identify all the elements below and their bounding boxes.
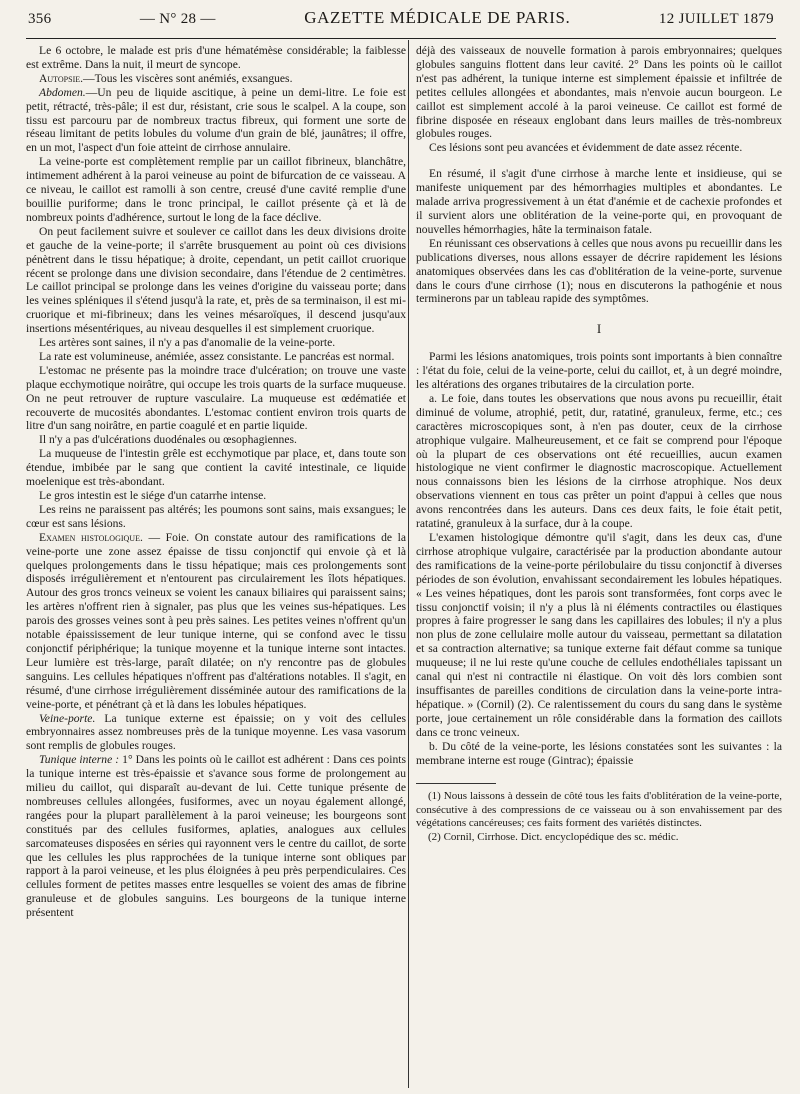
page-header xyxy=(28,8,774,34)
footnote-rule xyxy=(416,783,496,784)
footnotes xyxy=(416,790,782,844)
paragraph-text: On peut facilement suivre et soulever ce caillot dans les deux divisions droite et gauche de la veine-porte; il s'arrête brusquement au point où ces divisions pénètrent dans le tissu hépatique; à droite, cependant, un petit caillot cruorique récent se prolonge dans une division secondaire, dans l'étendue de 2 centimètres. Le caillot principal se prolonge dans les veines d'origine du vaisseau porte; dans les veines spléniques il s'étend jusqu'à la rate, et, près de sa terminaison, il est mi-cruorique et mi-fibrineux; dans les veines mésaroïques, il descend jusqu'aux insertions mésentériques, au niveau desquelles il est simplement cruorique. xyxy=(26,224,406,336)
paragraph-text: Le 6 octobre, le malade est pris d'une hématémèse considérable; la faiblesse est extrême. Dans la nuit, il meurt de syncope. xyxy=(26,44,406,71)
paragraph-text: L'examen histologique démontre qu'il s'agit, dans les deux cas, d'une cirrhose atrophique vulgaire, caractérisée par la production abondante autour des ramifications de la veine-porte périlobulaire du tissu conjonctif à diverses périodes de son évolution, envahissant secondairement les lobules hépatiques. « Les veines hépatiques, dont les parois sont transformées, font corps avec le tissu conjonctif voisin; il n'y a plus là ni éléments contractiles ou élastiques propres à faire progresser le sang dans les capillaires des lobules; il n'y a plus non plus de zone cellulaire molle autour du vaisseau, permettant sa dilatation et sa contraction alternative; sa tunique externe fait défaut comme sa tunique muqueuse; il ne lui reste qu'une couche de cellules endothéliales tapissant un canal qui n'est ni contractile ni élastique. On voit dès lors combien sont insuffisantes de pareilles conditions de circulation dans la veine-porte intra-hépatique. » (Cornil) (2). Ce ralentissement du cours du sang dans le système porte, joue certainement un rôle considérable dans la formation des caillots dans ce tronc veineux. xyxy=(416,531,782,739)
paragraph xyxy=(416,350,782,392)
paragraph-text: —Tous les viscères sont anémiés, exsangues. xyxy=(83,71,293,85)
paragraph-text: La muqueuse de l'intestin grêle est ecchymotique par place, et, dans toute son étendue, imbibée par le sang que contient la cavité intestinale, ce liquide moelenique est très-abondant. xyxy=(26,447,406,489)
paragraph-text: Il n'y a pas d'ulcérations duodénales ou œsophagiennes. xyxy=(39,433,297,447)
paragraph-text: déjà des vaisseaux de nouvelle formation à parois embryonnaires; quelques globules sanguins flottent dans leur cavité. 2° Dans les points où le caillot n'est pas adhérent, la tunique interne est simplement épaissie et infiltrée de petites cellules allongées et abondantes, mais n'envoie aucun bourgeon. Le caillot est simplement accolé à la paroi veineuse. Ce caillot est formé de fibrine disposée en réseaux englobant dans leurs mailles de très-nombreux globules rouges. xyxy=(416,44,782,141)
paragraph xyxy=(26,364,406,434)
paragraph xyxy=(26,155,406,225)
paragraph xyxy=(26,44,406,72)
paragraph-lead: Abdomen. xyxy=(39,85,86,99)
left-column xyxy=(26,44,406,1088)
paragraph-text: 1° Dans les points où le caillot est adhérent : Dans ces points la tunique interne est très-épaissie et s'avance sous forme de prolongement au milieu du caillot, qui disparaît au-devant de lui. Cette tunique présente de nombreuses cellules allongées, fusiformes, avec un noyau également allongé, rangées pour la plupart parallèlement à la paroi veineuse; les bourgeons sont constitués par des cellules fusiformes, aplaties, analogues aux cellules sarcomateuses disposées en séries qui rayonnent vers le centre du caillot, de sorte que les cellules les plus rapprochées de la tunique interne sont obliques par rapport à la paroi veineuse, et les plus éloignées à peu près perpendiculaires. Ces cellules forment de petites masses entre lesquelles se voient des amas de fibrine granuleuse et de globules sanguins. Les bourgeons de la tunique interne présentent xyxy=(26,753,406,920)
paragraph-text: L'estomac ne présente pas la moindre trace d'ulcération; on trouve une vaste plaque ecchymotique noirâtre, qui occupe les trois quarts de la surface muqueuse. On ne peut retrouver de rupture vasculaire. La muqueuse est œdématiée et recouverte de mucosités abondantes. L'estomac contient environ trois quarts de litre d'un sang noirâtre, en partie coagulé et en partie liquide. xyxy=(26,363,406,433)
paragraph xyxy=(26,489,406,503)
column-divider xyxy=(408,40,409,1088)
paragraph xyxy=(26,72,406,86)
issue-number: — N° 28 — xyxy=(139,11,216,27)
paragraph-text: En réunissant ces observations à celles que nous avons pu recueillir dans les publications diverses, nous allons essayer de décrire rapidement les lésions anatomiques observées dans les cas d'oblitération de la veine-porte, survenue dans le cours d'une cirrhose (1); nous en discuterons la pathogénie et nous terminerons par un tableau rapide des symptômes. xyxy=(416,236,782,306)
paragraph-text: Les reins ne paraissent pas altérés; les poumons sont sains, mais exsangues; le cœur est sans lésions. xyxy=(26,502,406,530)
paragraph-text: Les artères sont saines, il n'y a pas d'anomalie de la veine-porte. xyxy=(39,336,336,350)
paragraph xyxy=(26,225,406,336)
paragraph xyxy=(26,753,406,920)
paragraph-text: Le gros intestin est le siége d'un catarrhe intense. xyxy=(39,489,267,502)
paragraph-lead: Veine-porte. xyxy=(39,711,96,725)
paragraph xyxy=(26,86,406,156)
paragraph-text: a. Le foie, dans toutes les observations que nous avons pu recueillir, était diminué de volume, atrophié, petit, dur, ratatiné, granuleux, ferme, etc.; ces caractères microscopiques sont, à n'en pas douter, ceux de la cirrhose atrophique vulgaire. Malheureusement, et ce fait se comprend pour l'époque où la plupart de ces observations ont été recueillies, aucun examen histologique ne vient confirmer le diagnostic macroscopique. Actuellement nous connaissons bien les lésions de la cirrhose atrophique. Nos deux observations viennent en tous cas prêter un point d'appui à celles que nous avons rencontrées dans les auteurs. Dans ces deux faits, le foie était petit, ratatiné, granuleux à la surface, dur à la coupe. xyxy=(416,391,782,531)
paragraph-lead: Autopsie. xyxy=(39,71,84,85)
paragraph xyxy=(416,237,782,307)
right-column-upper xyxy=(416,44,782,306)
header-rule xyxy=(26,38,776,39)
paragraph-text: En résumé, il s'agit d'une cirrhose à marche lente et insidieuse, qui se manifeste uniquement par des hémorrhagies multiples et abondantes. Le malade arriva progressivement à un état d'anémie et de cachexie profondes et il survient alors une oblitération de la veine-porte qui, en provoquant de nouvelles hémorrhagies, hâte la terminaison fatale. xyxy=(416,167,782,236)
paragraph-text: La rate est volumineuse, anémiée, assez consistante. Le pancréas est normal. xyxy=(39,349,395,363)
section-number: I xyxy=(596,321,602,337)
paragraph-text: Parmi les lésions anatomiques, trois points sont importants à bien connaître : l'état du foie, celui de la veine-porte, celui du caillot, et, à un degré moindre, les altérations des organes tributaires de la circulation porte. xyxy=(416,350,782,392)
paragraph-text: —Un peu de liquide ascitique, à peine un demi-litre. Le foie est petit, rétracté, très-pâle; il est dur, résistant, crie sous le scalpel. A la coupe, son tissu est parcouru par de nombreux tractus fibreux, qui forment une sorte de réseau limitant de petits lobules du volume d'un grain de blé, jaunâtres; il offre, en un mot, l'aspect d'un foie atteint de cirrhose annulaire. xyxy=(26,85,406,155)
page-number: 356 xyxy=(28,11,52,27)
right-column-lower xyxy=(416,350,782,767)
paragraph-text: La veine-porte est complètement remplie par un caillot fibrineux, blanchâtre, intimement adhérent à la paroi veineuse au point de bifurcation de ce vaisseau. A ce niveau, le caillot est ramolli à son centre, creusé d'une cavité remplie d'une bouillie puriforme; dans le tronc principal, le caillot présente çà et là de nombreux points d'adhérence, surtout le long de la face déclive. xyxy=(26,155,406,224)
paragraph xyxy=(416,392,782,531)
paragraph-text: Ces lésions sont peu avancées et évidemment de date assez récente. xyxy=(429,141,743,155)
paragraph-text: La tunique externe est épaissie; on y voit des cellules embryonnaires assez nombreuses près de la tunique moyenne. Les vasa vasorum sont remplis de globules rouges. xyxy=(26,711,406,753)
paragraph xyxy=(26,503,406,531)
paragraph xyxy=(416,740,782,768)
footnote: (1) Nous laissons à dessein de côté tous les faits d'oblitération de la veine-porte, consécutive à des compressions de ce vaisseau ou à son envahissement par des végétations cancéreuses; ces faits forment des variétés distinctes. xyxy=(416,790,782,830)
paragraph-lead: Examen histologique. xyxy=(39,530,143,544)
right-column xyxy=(416,44,782,1088)
paragraph xyxy=(416,141,782,155)
paragraph xyxy=(416,531,782,740)
paragraph-lead: Tunique interne : xyxy=(39,753,120,767)
issue-date: 12 JUILLET 1879 xyxy=(658,11,774,27)
paragraph xyxy=(26,350,406,364)
paragraph xyxy=(26,531,406,712)
paragraph xyxy=(416,44,782,141)
paragraph xyxy=(26,712,406,754)
paragraph xyxy=(26,336,406,350)
footnote: (2) Cornil, Cirrhose. Dict. encyclopédique des sc. médic. xyxy=(428,830,679,843)
paragraph xyxy=(26,433,406,447)
paragraph-text: b. Du côté de la veine-porte, les lésions constatées sont les suivantes : la membrane interne est rouge (Gintrac); épaissie xyxy=(416,739,782,767)
paragraph-text: — Foie. On constate autour des ramifications de la veine-porte une zone assez épaisse de tissu conjonctif qui envoie çà et là quelques prolongements dans le tissu hépatique; mais ces prolongements sont disposés irrégulièrement et n'entourent pas circulairement les îlots hépatiques. Autour des gros troncs veineux se voient les canaux biliaires qui paraissent sains; les artères n'offrent rien à signaler, pas plus que les veines sus-hépatiques. Les parois des grosses veines sont à peu près saines. Les petites veines n'offrent qu'un notable épaississement de leur tunique interne, qui se confond avec le tissu conjonctif périphérique; la tunique moyenne et la tunique interne sont intactes. Leur lumière est très-large, paraît dilatée; on n'y rencontre pas de globules sanguins. Les cellules hépatiques n'offrent pas d'altérations notables. Il s'agit, en résumé, d'une cirrhose irrégulièrement disséminée autour des ramifications de la veine-porte, et pénétrant çà et là dans les lobules hépatiques. xyxy=(26,530,406,711)
paragraph xyxy=(26,447,406,489)
paragraph xyxy=(416,167,782,237)
journal-title: GAZETTE MÉDICALE DE PARIS. xyxy=(304,8,571,27)
